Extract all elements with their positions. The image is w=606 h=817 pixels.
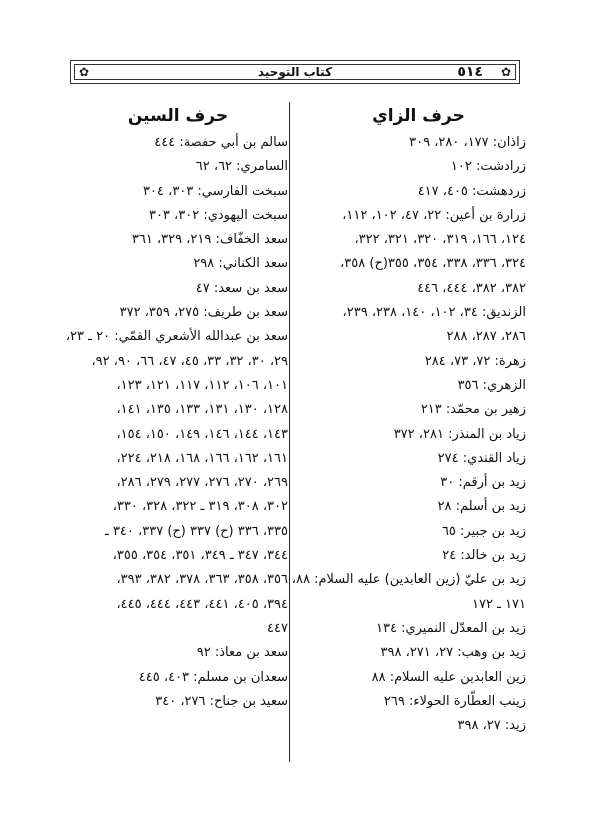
index-line: ٣٣٥، ٣٣٦ (ح) ٣٣٧ (ح) ٣٣٧، ٣٤٠ ـ [105, 523, 288, 539]
index-line: سعد بن سعد: ٤٧ [195, 280, 288, 296]
ornament-right-icon: ✿ [500, 65, 512, 79]
index-line: ٣٠٢، ٣٠٨، ٣١٩ ـ ٣٢٢، ٣٢٨، ٣٣٠، [112, 499, 288, 515]
index-line: ٤٤٧ [267, 620, 288, 636]
index-line: زيد بن أسلم: ٢٨ [437, 499, 526, 515]
index-line: ١٤٣، ١٤٤، ١٤٦، ١٤٩، ١٥٠، ١٥٤، [116, 426, 288, 442]
running-header-title: كتاب التوحيد [257, 65, 333, 79]
ornament-left-icon: ✿ [78, 65, 90, 79]
column-divider [289, 102, 290, 762]
index-line: زيد بن جبير: ٦٥ [441, 523, 526, 539]
index-line: زيد بن خالد: ٢٤ [442, 548, 526, 564]
index-line: ١٠١، ١٠٦، ١١٢، ١١٧، ١٢١، ١٢٣، [116, 377, 288, 393]
index-line: سعد بن معاذ: ٩٢ [196, 645, 288, 661]
index-line: زياد القندي: ٢٧٤ [437, 450, 526, 466]
index-line: سعد الخفّاف: ٢١٩، ٣٢٩، ٣٦١ [131, 232, 288, 248]
index-line: ٢٦٩، ٢٧٠، ٢٧٦، ٢٧٧، ٢٧٩، ٢٨٦، [116, 475, 288, 491]
index-line: ٣٨٢، ٣٨٢، ٤٤٤، ٤٤٦ [417, 280, 526, 296]
index-line: زرارة بن أعين: ٢٢، ٤٧، ١٠٢، ١١٢، [342, 207, 526, 223]
index-line: زينب العطّارة الحولاء: ٢٦٩ [383, 693, 526, 709]
index-line: سعدان بن مسلم: ٤٠٣، ٤٤٥ [138, 669, 288, 685]
index-line: سبخت الفارسي: ٣٠٣، ٣٠٤ [143, 183, 288, 199]
index-column-zay [291, 104, 526, 738]
index-line: ١٢٤، ١٦٦، ٣١٩، ٣٢٠، ٣٢١، ٣٢٢، [354, 232, 526, 248]
index-line: ١٢٨، ١٣٠، ١٣١، ١٣٣، ١٣٥، ١٤١، [116, 402, 288, 418]
section-heading-zay: حرف الزاي [372, 106, 465, 126]
index-column-seen [65, 104, 288, 714]
index-line: ٣٩٤، ٤٠٥، ٤٤١، ٤٤٣، ٤٤٤، ٤٤٥، [116, 596, 288, 612]
running-header [70, 60, 520, 84]
index-line: زين العابدين عليه السلام: ٨٨ [371, 669, 526, 685]
index-line: زهرة: ٧٢، ٧٣، ٢٨٤ [424, 353, 526, 369]
index-line: ٣٥٦، ٣٥٨، ٣٦٣، ٣٧٨، ٣٨٢، ٣٩٣، [116, 572, 288, 588]
index-line: زيد: ٢٧، ٣٩٨ [457, 718, 526, 734]
index-line: زردهشت: ٤٠٥، ٤١٧ [417, 183, 526, 199]
index-line: ٣٤٤، ٣٤٧ ـ ٣٤٩، ٣٥١، ٣٥٤، ٣٥٥، [112, 548, 288, 564]
index-line: سعيد بن جناح: ٢٧٦، ٣٤٠ [155, 693, 288, 709]
index-line: ٢٨٦، ٢٨٧، ٢٨٨ [446, 329, 526, 345]
index-line: سالم بن أبي حفصة: ٤٤٤ [154, 135, 288, 150]
index-line: سعد بن عبدالله الأشعري القمّي: ٢٠ ـ ٢٣، [65, 329, 288, 345]
index-line: زهير بن محمّد: ٢١٣ [420, 402, 526, 418]
index-line: ٣٢٤، ٣٣٦، ٣٣٨، ٣٥٤، ٣٥٥(ح) ٣٥٨، [340, 256, 526, 272]
index-line: ١٧١ ـ ١٧٢ [472, 596, 526, 612]
index-line: زرادشت: ١٠٢ [450, 159, 526, 175]
index-line: سبخت اليهودي: ٣٠٢، ٣٠٣ [148, 207, 288, 223]
index-line: زيد بن المعدّل النميري: ١٣٤ [375, 620, 526, 636]
index-line: ٢٩، ٣٠، ٣٢، ٣٣، ٤٥، ٤٧، ٦٦، ٩٠، ٩٢، [91, 353, 288, 369]
index-line: زيد بن أرقم: ٣٠ [440, 475, 526, 491]
index-line: الزنديق: ٣٤، ١٠٢، ١٤٠، ٢٣٨، ٢٣٩، [342, 305, 526, 321]
index-line: سعد بن طريف: ٢٧٥، ٣٥٩، ٣٧٢ [119, 305, 288, 321]
index-line: سعد الكناني: ٢٩٨ [193, 256, 288, 272]
index-line: ١٦١، ١٦٢، ١٦٦، ١٦٨، ٢١٨، ٢٢٤، [116, 450, 288, 466]
index-line: زيد بن وهب: ٢٧، ٢٧١، ٣٩٨ [380, 645, 526, 661]
page-number: ٥١٤ [457, 64, 483, 80]
index-line: السامري: ٦٢، ٦٢ [195, 159, 288, 175]
index-line: زاذان: ١٧٧، ٢٨٠، ٣٠٩ [409, 135, 526, 150]
index-line: زيد بن عليّ (زين العابدين) عليه السلام: ٨٨، [291, 572, 526, 588]
section-heading-seen: حرف السين [127, 106, 229, 126]
index-line: الزهري: ٣٥٦ [457, 377, 526, 393]
index-line: زياد بن المنذر: ٢٨١، ٣٧٢ [393, 426, 526, 442]
